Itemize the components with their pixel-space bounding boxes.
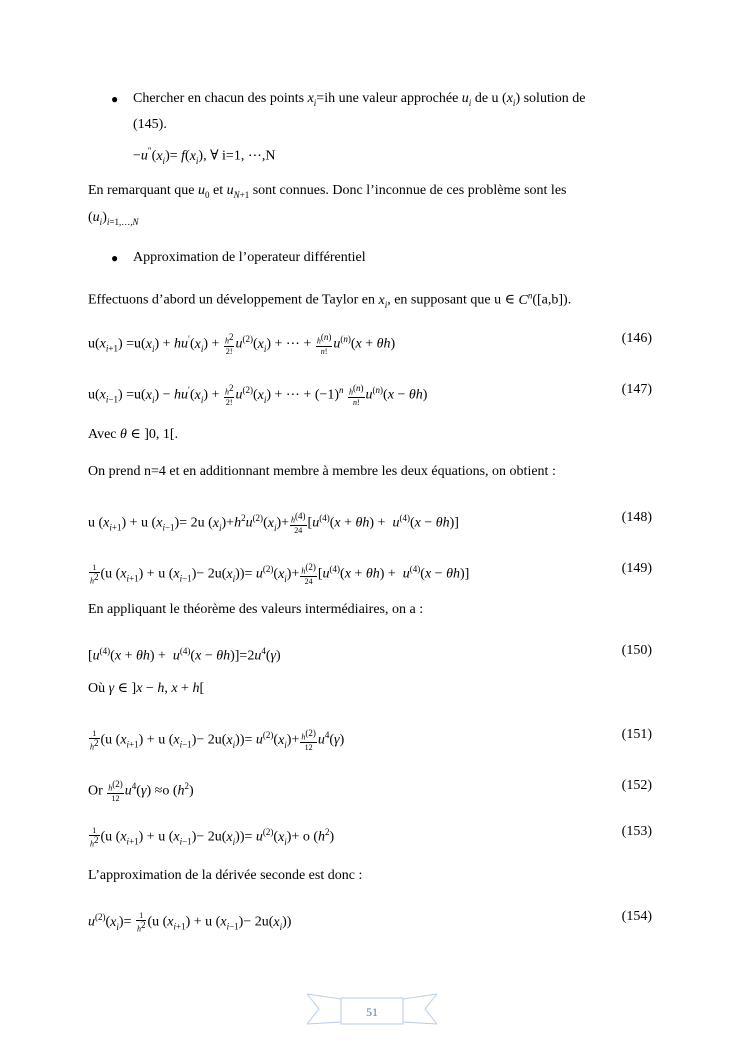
equation-number: (147): [621, 382, 652, 397]
equation-153: $\frac{1}{h^2}$ (u $(x_{i+1}) + u$ $(x_{i-1})- 2u(x_i))= u^{(2)}(x_i)+ o$ $(h^2)$ (153): [88, 820, 652, 844]
bullet-approximation: Approximation de l’operateur différentiel: [133, 250, 366, 265]
equation-147: $u(x_{i-1}) =u(x_i) - hu'(x_i)$ + $\frac{h^2}{2!}$ $u^{(2)}(x_i)$ + ⋯ + $(-1)^n$ $\frac{h^{(n)}}{n!}$ $u^{(n)}(x - \theta h)$ (147): [88, 378, 652, 402]
equation-number: (151): [621, 727, 652, 742]
bullet-chercher-ref: (145).: [133, 117, 167, 132]
page-number-banner: [307, 990, 437, 1028]
equation-number: (148): [621, 510, 652, 525]
paragraph-remarquant: En remarquant que $u_0$ et $u_{N+1}$ sont connues. Donc l’inconnue de ces problème sont les: [88, 183, 567, 200]
equation-152: Or $\frac{h^{(2)}}{12}$ $u^4(\gamma) \approx o$ $(h^2)$ (152): [88, 774, 652, 798]
paragraph-ou-text: Où: [88, 681, 106, 696]
bullet-chercher-text-a: Chercher en chacun des points: [133, 91, 305, 106]
bullet-chercher-text-c: de u: [474, 91, 499, 106]
page-number: 51: [366, 1005, 378, 1019]
paragraph-or-text: Or: [88, 783, 103, 799]
bullet-chercher: Chercher en chacun des points $x_i=ih$ une valeur approchée $u_i$ de u $(x_i)$ solution de: [133, 91, 586, 108]
paragraph-effectuons-c: ([a,b]).: [532, 292, 572, 308]
bullet-dot: ●: [111, 92, 119, 106]
paragraph-effectuons: Effectuons d’abord un développement de Taylor en $x_i$, en supposant que u ∈ $C^n([a,b])$.: [88, 290, 572, 310]
paragraph-avec-range: ]0, 1[.: [144, 427, 179, 442]
ribbon-right-tail: [403, 994, 437, 1024]
equation-number: (154): [621, 909, 652, 924]
equation-number: (146): [621, 331, 652, 346]
paragraph-effectuons-b: , en supposant que u ∈: [387, 292, 515, 308]
equation-146: $u(x_{i+1}) =u(x_i) + hu'(x_i)$ + $\frac{h^2}{2!}$ $u^{(2)}(x_i)$ + ⋯ + $\frac{h^{(n)}}{n!}$ $u^{(n)}(x + \theta h)$ (146): [88, 327, 652, 351]
paragraph-effectuons-a: Effectuons d’abord un développement de Taylor en: [88, 292, 375, 308]
paragraph-remarquant-c: sont connues. Donc l’inconnue de ces problème sont les: [252, 183, 567, 198]
paragraph-conclusion: L’approximation de la dérivée seconde est donc :: [88, 868, 363, 883]
unknowns: $(u_i)_{i=1,\dots,N}$: [88, 210, 139, 227]
equation-151: $\frac{1}{h^2}$ (u $(x_{i+1}) + u$ $(x_{i-1})- 2u(x_i))= u^{(2)}(x_i)+$ $\frac{h^{(2)}}{12}$ $u^4(\gamma)$ (151): [88, 723, 652, 747]
equation-149: $\frac{1}{h^2}$ (u $(x_{i+1}) + u$ $(x_{i-1})- 2u(x_i))= u^{(2)}(x_i)+$ $\frac{h^{(2)}}{24}$ $[u^{(4)}(x + \theta h) + u^{(4)}(x - \theta h)]$ (149): [88, 557, 652, 581]
ribbon-shape: [307, 990, 437, 1028]
equation-number: (150): [621, 643, 652, 658]
paragraph-on-prend: On prend n=4 et en additionnant membre à membre les deux équations, on obtient :: [88, 464, 556, 479]
equation-148: u $(x_{i+1}) + u$ $(x_{i-1})= 2u$ $(x_i)+h^2u^{(2)}(x_i)+$ $\frac{h^{(4)}}{24}$ $[u^{(4)}(x + \theta h) + u^{(4)}(x - \theta h)]$ (148): [88, 506, 652, 530]
paragraph-remarquant-b: et: [213, 183, 224, 198]
equation-number: (153): [621, 824, 652, 839]
equation-154: $u^{(2)}(x_i)=$ $\frac{1}{h^2}$ (u $(x_{i+1}) + u$ $(x_{i-1})- 2u(x_i)$) (154): [88, 905, 652, 929]
paragraph-remarquant-a: En remarquant que: [88, 183, 195, 198]
paragraph-avec-text: Avec: [88, 427, 117, 442]
equation-150: $[u^{(4)}(x + \theta h) + u^{(4)}(x - \theta h)]=2u^4(\gamma)$ (150): [88, 639, 652, 663]
ribbon-left-tail: [307, 994, 341, 1024]
bullet-dot: ●: [111, 251, 119, 265]
paragraph-ou: Où γ ∈ ]x − h, x + h[: [88, 681, 205, 696]
equation-number: (149): [621, 561, 652, 576]
equation-number: (152): [621, 778, 652, 793]
paragraph-avec: Avec θ ∈ ]0, 1[.: [88, 427, 179, 442]
paragraph-en-appliquant: En appliquant le théorème des valeurs intermédiaires, on a :: [88, 602, 424, 617]
poisson-equation: $-u''(x_i)= f(x_i)$, ∀ i=1, ⋯,N: [133, 146, 276, 166]
bullet-chercher-text-d: solution de: [523, 91, 586, 106]
bullet-chercher-text-b: =ih une valeur approchée: [316, 91, 459, 106]
